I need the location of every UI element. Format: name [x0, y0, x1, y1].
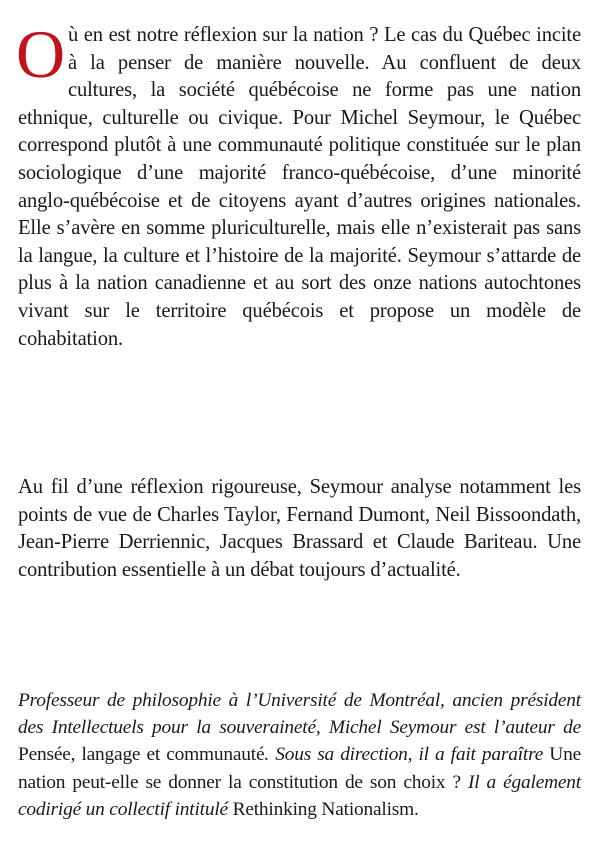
author-bio	[18, 687, 581, 823]
summary-paragraph	[16, 16, 581, 353]
book-title-nation: Une nation peut-elle se donner la constitution de son choix ?	[18, 744, 581, 793]
analysis-paragraph: Au fil d’une réflexion rigoureuse, Seymour analyse notamment les points de vue de Charles Taylor, Fernand Dumont, Neil Bissoondath, Jean-Pierre Derriennic, Jacques Brassard et Claude Bariteau. Une contribution essentielle à un débat toujours d’actualité.	[18, 476, 581, 581]
drop-cap: O	[16, 16, 65, 92]
summary-paragraph-text: ù en est notre réflexion sur la nation ? Le cas du Québec incite à la penser de manière nouvelle. Au confluent de deux cultures, la société québécoise ne forme pas une nation ethnique, culturelle ou civique. Pour Michel Seymour, le Québec correspond plutôt à une communauté politique constituée sur le plan sociologique d’une majorité franco-québécoise, d’une minorité anglo-québécoise et de citoyens ayant d’autres origines nationales. Elle s’avère en somme pluriculturelle, mais elle n’existerait pas sans la langue, la culture et l’histoire de la majorité. Seymour s’attarde de plus à la nation canadienne et au sort des onze nations autochtones vivant sur le territoire québécois et propose un modèle de cohabitation.	[18, 24, 581, 350]
bio-direction: . Sous sa direction, il a fait paraître	[264, 744, 550, 766]
book-title-pensee: Pensée, langage et communauté	[18, 744, 265, 766]
bio-intro: Professeur de philosophie à l’Université de Montréal, ancien président des Intellectuels pour la souveraineté, Michel Seymour est l’auteur de	[18, 690, 581, 739]
book-title-rethinking: Rethinking Nationalism	[232, 798, 415, 820]
bio-end: .	[414, 798, 419, 820]
bio-codirection: Il a également codirigé un collectif intitulé	[18, 771, 581, 820]
